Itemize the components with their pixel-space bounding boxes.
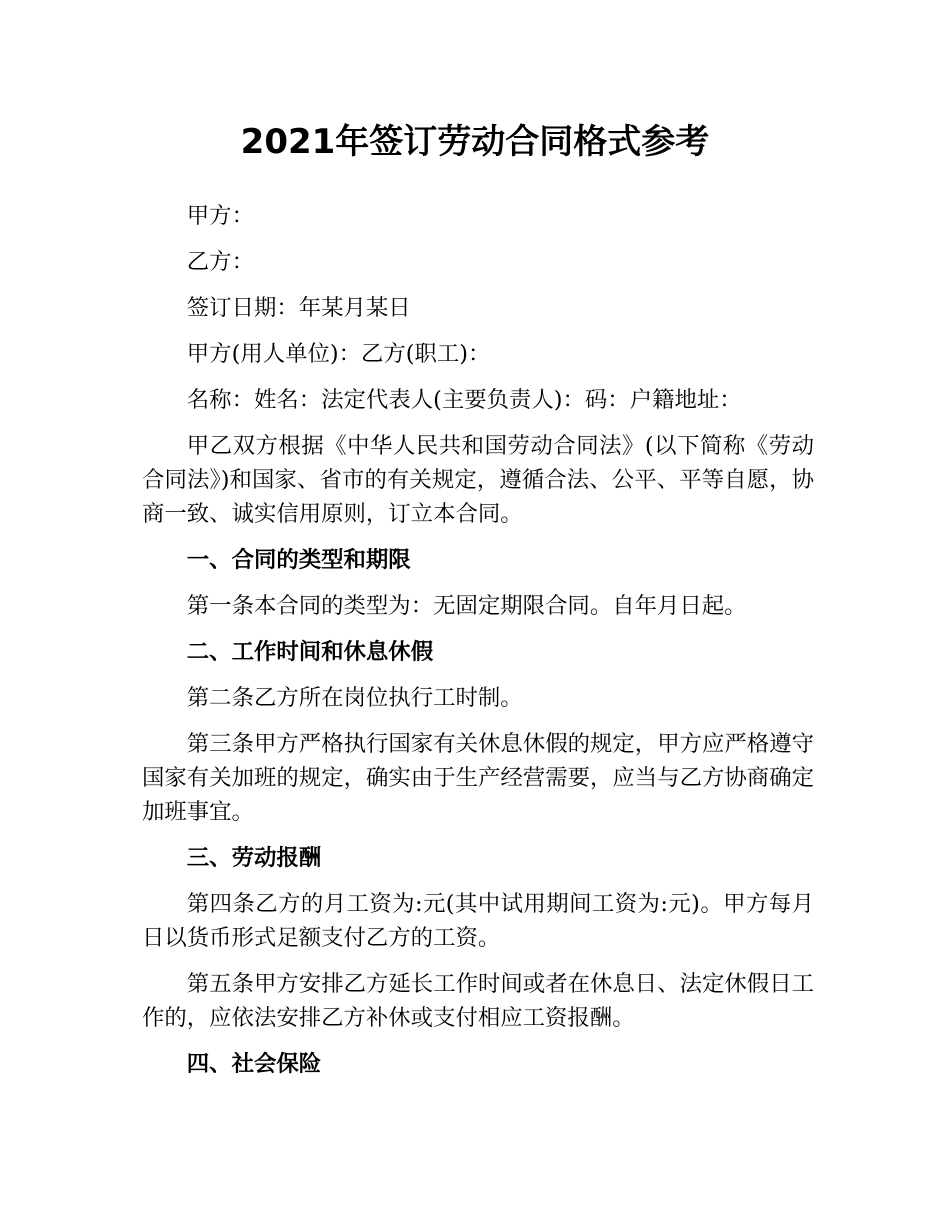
party-a-line: 甲方： [186,203,254,229]
intro-paragraph: 甲乙双方根据《中华人民共和国劳动合同法》(以下简称《劳动合同法》)和国家、省市的有关规定，遵循合法、公平、平等自愿，协商一致、诚实信用原则，订立本合同。 [142,433,814,527]
section-heading: 三、劳动报酬 [186,845,322,871]
article-2: 第二条乙方所在岗位执行工时制。 [186,685,523,711]
article-1: 第一条本合同的类型为：无固定期限合同。自年月日起。 [186,593,747,619]
party-b-line: 乙方： [186,249,254,275]
article-4: 第四条乙方的月工资为:元(其中试用期间工资为:元)。甲方每月日以货币形式足额支付乙方的工资。 [142,891,814,951]
article-3: 第三条甲方严格执行国家有关休息休假的规定，甲方应严格遵守国家有关加班的规定，确实由于生产经营需要，应当与乙方协商确定加班事宜。 [142,731,814,825]
parties-row: 甲方(用人单位)：乙方(职工)： [186,341,491,367]
document-title: 2021年签订劳动合同格式参考 [240,122,710,162]
article-5: 第五条甲方安排乙方延长工作时间或者在休息日、法定休假日工作的，应依法安排乙方补休或支付相应工资报酬。 [142,971,814,1031]
sign-date-line: 签订日期：年某月某日 [186,295,411,321]
section-heading: 一、合同的类型和期限 [186,547,411,573]
section-heading: 二、工作时间和休息休假 [186,639,434,665]
name-row: 名称：姓名：法定代表人(主要负责人)：码：户籍地址： [186,387,742,413]
document-body [142,199,814,1093]
section-heading: 四、社会保险 [186,1051,322,1077]
